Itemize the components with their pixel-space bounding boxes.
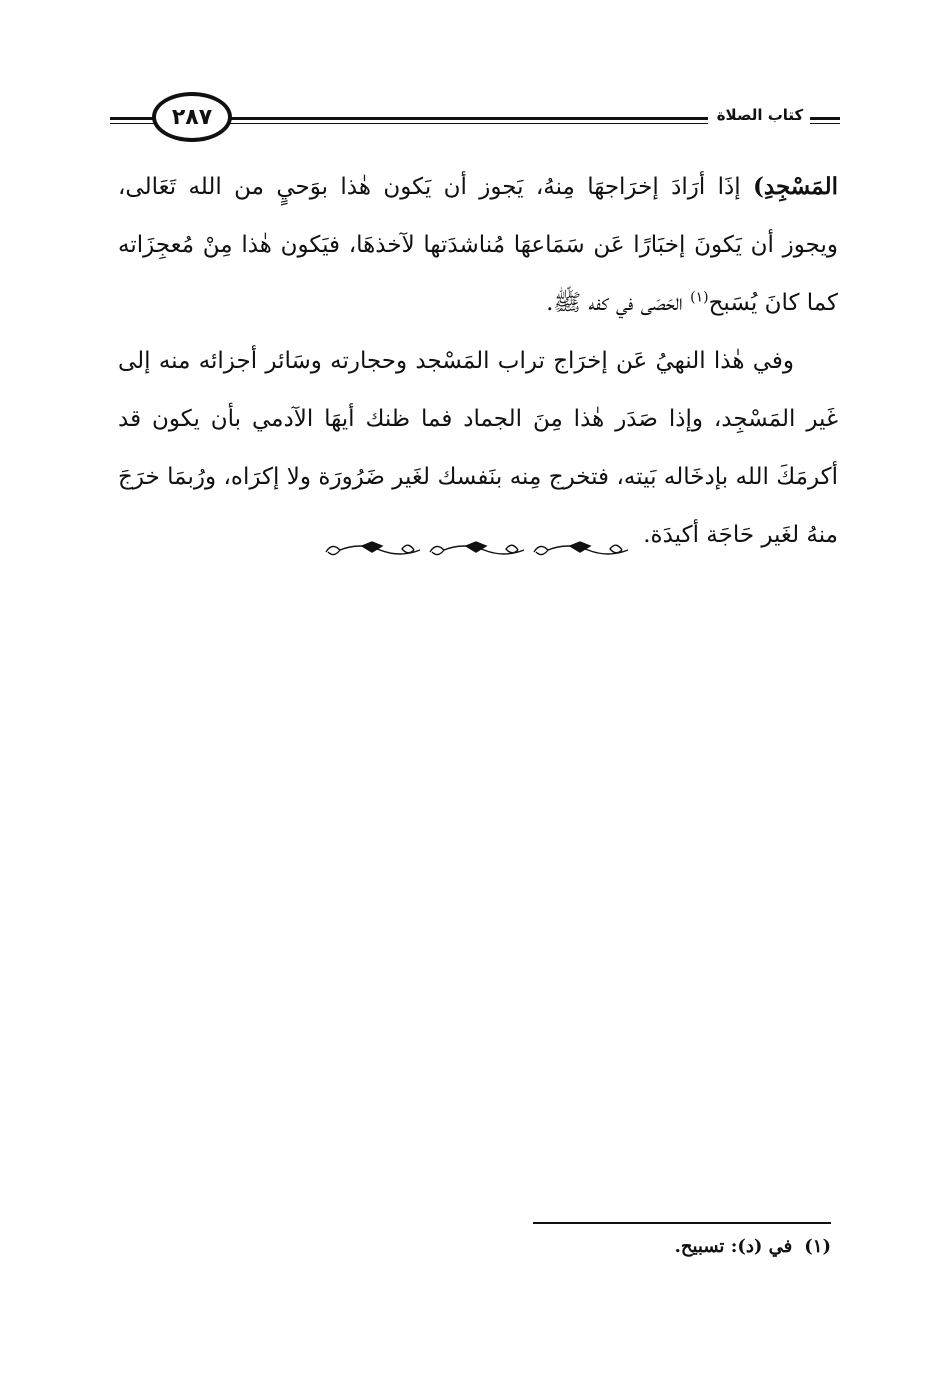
main-text bbox=[118, 158, 838, 564]
header-rule bbox=[230, 123, 708, 124]
header-rule bbox=[810, 117, 840, 120]
paragraph-text: الحَصَى في كفه ﷺ. bbox=[546, 290, 691, 316]
floral-divider-ornament-icon bbox=[320, 536, 630, 566]
footnote-marker: (١) bbox=[804, 1236, 831, 1257]
footnote-separator bbox=[533, 1222, 831, 1224]
page-number: ٢٨٧ bbox=[152, 92, 232, 142]
paragraph-1 bbox=[118, 158, 838, 332]
paragraph-2: وفي هٰذا النهيُ عَن إخرَاج تراب المَسْجد وحجارته وسَائر أجزائه منه إلى غَير المَسْجِد، وإذا صَدَر هٰذا مِنَ الجماد فما ظنك أيهَا الآدمي بأن يكون قد أكرمَكَ الله بإدخَاله بَيته، فتخرج مِنه بنَفسك لغَير ضَرُورَة ولا إكرَاه، ورُبمَا خرَجَ منهُ لغَير حَاجَة أكيدَة. bbox=[118, 348, 838, 548]
running-title: كتاب الصلاة bbox=[716, 106, 804, 124]
ornament-segment bbox=[326, 542, 420, 555]
ornament-segment bbox=[430, 542, 524, 555]
paragraph-text: إذَا أرَادَ إخرَاجهَا مِنهُ، يَجوز أن يَكون هٰذا بوَحيٍ من الله تَعَالى، ويجوز أن يَكونَ إخبَارًا عَن سَمَاعهَا مُناشدَتها لآخذهَا، فيَكون هٰذا مِنْ مُعجِزَاته كما كانَ يُسَبح bbox=[118, 174, 838, 316]
header-rule bbox=[810, 123, 840, 124]
ornament-segment bbox=[534, 542, 628, 555]
header-rule bbox=[230, 117, 708, 120]
footnote bbox=[500, 1236, 831, 1257]
footnote-reference[interactable]: (١) bbox=[690, 289, 709, 306]
page-header bbox=[110, 92, 840, 152]
keyword: المَسْجِدِ) bbox=[752, 173, 838, 200]
footnote-text: في (د): تسبيح. bbox=[674, 1236, 793, 1257]
